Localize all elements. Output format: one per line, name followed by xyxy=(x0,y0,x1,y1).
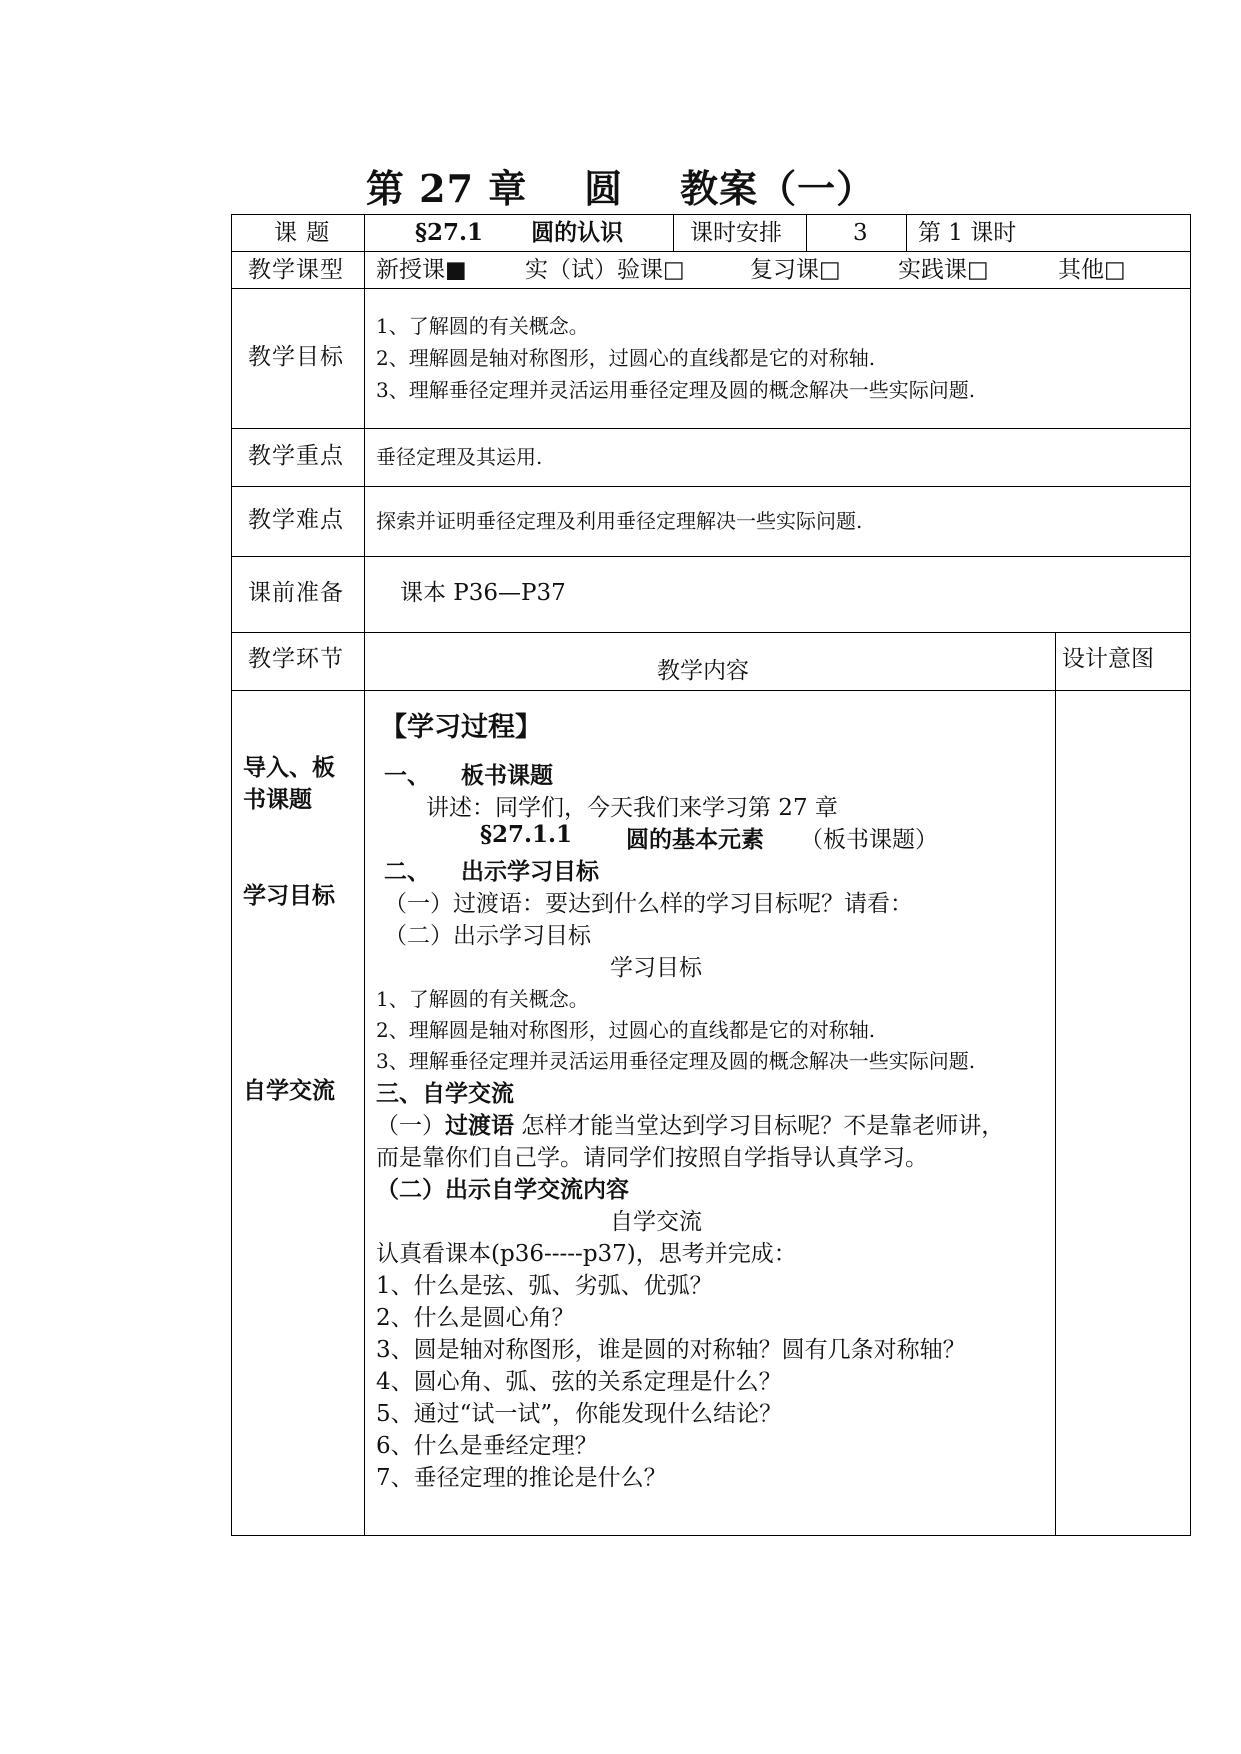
section-three-transition xyxy=(376,1107,1004,1140)
key-points-text: 垂径定理及其运用. xyxy=(376,445,543,469)
exchange-question: 7、垂径定理的推论是什么？ xyxy=(376,1465,667,1491)
exchange-question: 3、圆是轴对称图形，谁是圆的对称轴？圆有几条对称轴？ xyxy=(376,1337,966,1363)
content-goal-item: 1、了解圆的有关概念。 xyxy=(376,987,589,1011)
lesson-type-option: 新授课■ xyxy=(376,257,467,283)
exchange-intro: 认真看课本(p36-----p37)，思考并完成： xyxy=(376,1241,797,1267)
exchange-heading: 自学交流 xyxy=(610,1209,702,1235)
stage-label-intro xyxy=(243,752,335,816)
schedule-label: 课时安排 xyxy=(690,220,782,246)
goal-item: 1、了解圆的有关概念。 xyxy=(376,314,589,338)
section-one-topic-number: §27.1.1 xyxy=(480,821,573,848)
section-one-title: 板书课题 xyxy=(461,762,553,789)
hours-value: 3 xyxy=(853,220,868,246)
section-three-title: 三、自学交流 xyxy=(376,1080,514,1107)
page-title: 第 27 章 圆 教案（一） xyxy=(365,166,876,211)
preparation-label: 课前准备 xyxy=(248,580,344,606)
row-divider xyxy=(231,251,1191,252)
section-two-transition: （一）过渡语：要达到什么样的学习目标呢？请看： xyxy=(384,891,913,917)
lesson-type-option: 复习课□ xyxy=(750,257,841,283)
goals-label: 教学目标 xyxy=(248,344,344,370)
exchange-question: 4、圆心角、弧、弦的关系定理是什么？ xyxy=(376,1369,782,1395)
table-border-left xyxy=(231,214,232,1536)
goal-item: 3、理解垂径定理并灵活运用垂径定理及圆的概念解决一些实际问题. xyxy=(376,378,976,402)
section-one-topic-title: 圆的基本元素 xyxy=(626,826,764,853)
row-divider xyxy=(231,428,1191,429)
intent-column-divider xyxy=(1055,632,1056,1536)
row1-divider xyxy=(673,214,674,252)
table-border-top xyxy=(231,214,1191,215)
content-goal-item: 3、理解垂径定理并灵活运用垂径定理及圆的概念解决一些实际问题. xyxy=(376,1049,976,1073)
goals-heading: 学习目标 xyxy=(610,955,702,981)
row-divider xyxy=(231,690,1191,691)
exchange-question: 6、什么是垂经定理？ xyxy=(376,1433,598,1459)
label-column-divider xyxy=(364,214,365,1536)
difficulties-label: 教学难点 xyxy=(248,507,344,533)
section-one-topic-note: （板书课题） xyxy=(800,827,938,853)
section-two-show-goals: （二）出示学习目标 xyxy=(384,923,591,949)
stage-label-line: 书课题 xyxy=(243,786,312,813)
difficulties-text: 探索并证明垂径定理及利用垂径定理解决一些实际问题. xyxy=(376,509,863,533)
section-one-line: 讲述：同学们，今天我们来学习第 27 章 xyxy=(426,795,838,821)
preparation-text: 课本 P36—P37 xyxy=(400,580,566,606)
exchange-question: 1、什么是弦、弧、劣弧、优弧？ xyxy=(376,1273,713,1299)
stage-label-goals: 学习目标 xyxy=(243,882,335,909)
table-border-right xyxy=(1190,214,1191,1536)
transition-text: 怎样才能当堂达到学习目标呢？不是靠老师讲， xyxy=(514,1113,1005,1139)
topic-value: §27.1 圆的认识 xyxy=(415,219,624,246)
transition-keyword: 过渡语 xyxy=(445,1112,514,1139)
section-two-number: 二、 xyxy=(384,858,430,885)
lesson-type-option: 实践课□ xyxy=(898,257,989,283)
stage-header: 教学环节 xyxy=(248,646,344,672)
key-points-label: 教学重点 xyxy=(248,443,344,469)
table-border-bottom xyxy=(231,1535,1191,1536)
row-divider xyxy=(231,556,1191,557)
process-title: 【学习过程】 xyxy=(380,712,542,743)
intent-header: 设计意图 xyxy=(1062,646,1154,672)
period-value: 第 1 课时 xyxy=(918,220,1017,246)
section-three-show-content: （二）出示自学交流内容 xyxy=(376,1176,629,1203)
section-two-title: 出示学习目标 xyxy=(461,858,599,885)
section-three-transition-line2: 而是靠你们自己学。请同学们按照自学指导认真学习。 xyxy=(376,1145,928,1171)
row-divider xyxy=(231,288,1191,289)
lesson-type-option: 其他□ xyxy=(1058,257,1126,283)
content-goal-item: 2、理解圆是轴对称图形，过圆心的直线都是它的对称轴. xyxy=(376,1018,876,1042)
row-divider xyxy=(231,632,1191,633)
row1-divider xyxy=(906,214,907,252)
goal-item: 2、理解圆是轴对称图形，过圆心的直线都是它的对称轴. xyxy=(376,346,876,370)
transition-prefix: （一） xyxy=(376,1113,445,1139)
topic-label: 课 题 xyxy=(274,220,331,246)
lesson-type-option: 实（试）验课□ xyxy=(525,257,685,283)
content-header: 教学内容 xyxy=(657,658,749,684)
lesson-type-label: 教学课型 xyxy=(248,257,344,283)
exchange-question: 2、什么是圆心角？ xyxy=(376,1305,575,1331)
row-divider xyxy=(231,486,1191,487)
stage-label-exchange: 自学交流 xyxy=(243,1077,335,1104)
row1-divider xyxy=(806,214,807,252)
exchange-question: 5、通过“试一试”，你能发现什么结论？ xyxy=(376,1401,783,1427)
stage-label-line: 导入、板 xyxy=(243,754,335,781)
section-one-number: 一、 xyxy=(384,762,430,789)
